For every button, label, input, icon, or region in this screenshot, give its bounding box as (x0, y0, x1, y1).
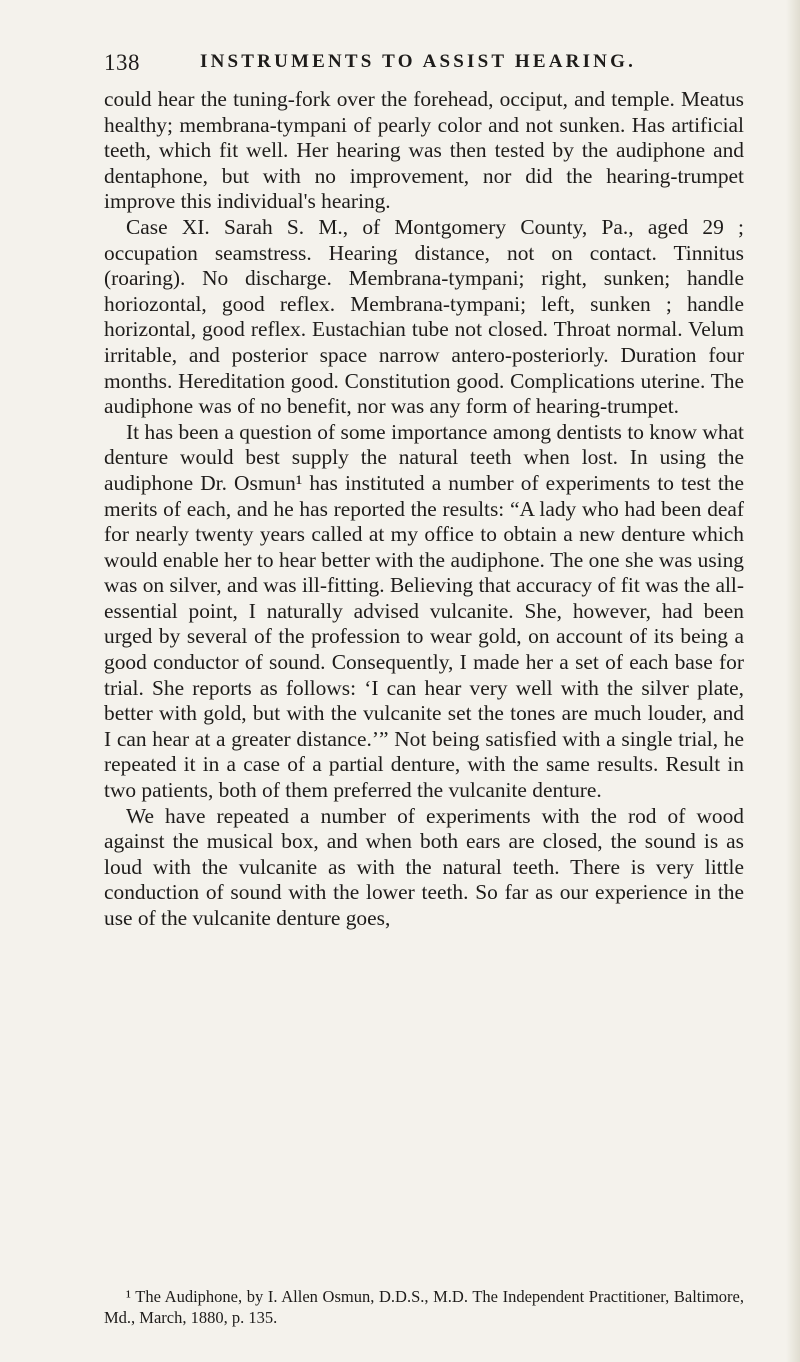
page-header (104, 50, 744, 80)
page-edge-shadow (786, 0, 800, 1362)
page-number: 138 (104, 50, 140, 75)
footnote (104, 1286, 744, 1328)
footnote-text: ¹ The Audiphone, by I. Allen Osmun, D.D.S., M.D. The Independent Practitioner, Baltimore, Md., March, 1880, p. 135. (104, 1287, 744, 1327)
paragraph-case-xi: Case XI. Sarah S. M., of Montgomery County, Pa., aged 29 ; occupation seamstress. Hearing distance, not on contact. Tinnitus (roaring). No discharge. Membrana-tympani; right, sunken; handle horiozontal, good reflex. Membrana-tympani; left, sunken ; handle horizontal, good reflex. Eustachian tube not closed. Throat normal. Velum irritable, and posterior space narrow antero-posteriorly. Duration four months. Hereditation good. Constitution good. Complications uterine. The audiphone was of no benefit, nor was any form of hearing-trumpet. (104, 214, 744, 419)
running-head: INSTRUMENTS TO ASSIST HEARING. (200, 51, 637, 72)
paragraph-experiments: We have repeated a number of experiments with the rod of wood against the musical box, and when both ears are closed, the sound is as loud with the vulcanite as with the natural teeth. There is very little conduction of sound with the lower teeth. So far as our experience in the use of the vulcanite denture goes, (104, 803, 744, 930)
body-text (104, 87, 744, 932)
paragraph-dentures: It has been a question of some importance among dentists to know what denture would best supply the natural teeth when lost. In using the audiphone Dr. Osmun¹ has instituted a number of experiments to test the merits of each, and he has reported the results: “A lady who had been deaf for nearly twenty years called at my office to obtain a new denture which would enable her to hear better with the audiphone. The one she was using was on silver, and was ill-fitting. Believing that accuracy of fit was the all-essential point, I naturally advised vulcanite. She, however, had been urged by several of the profession to wear gold, on account of its being a good conductor of sound. Consequently, I made her a set of each base for trial. She reports as follows: ‘I can hear very well with the silver plate, better with gold, but with the vulcanite set the tones are much louder, and I can hear at a greater distance.’” Not being satisfied with a single trial, he repeated it in a case of a partial denture, with the same results. Result in two patients, both of them preferred the vulcanite denture. (104, 419, 744, 803)
paragraph-continued: could hear the tuning-fork over the forehead, occiput, and temple. Meatus healthy; membrana-tympani of pearly color and not sunken. Has artificial teeth, which fit well. Her hearing was then tested by the audiphone and dentaphone, but with no improvement, nor did the hearing-trumpet improve this individual's hearing. (104, 87, 744, 214)
